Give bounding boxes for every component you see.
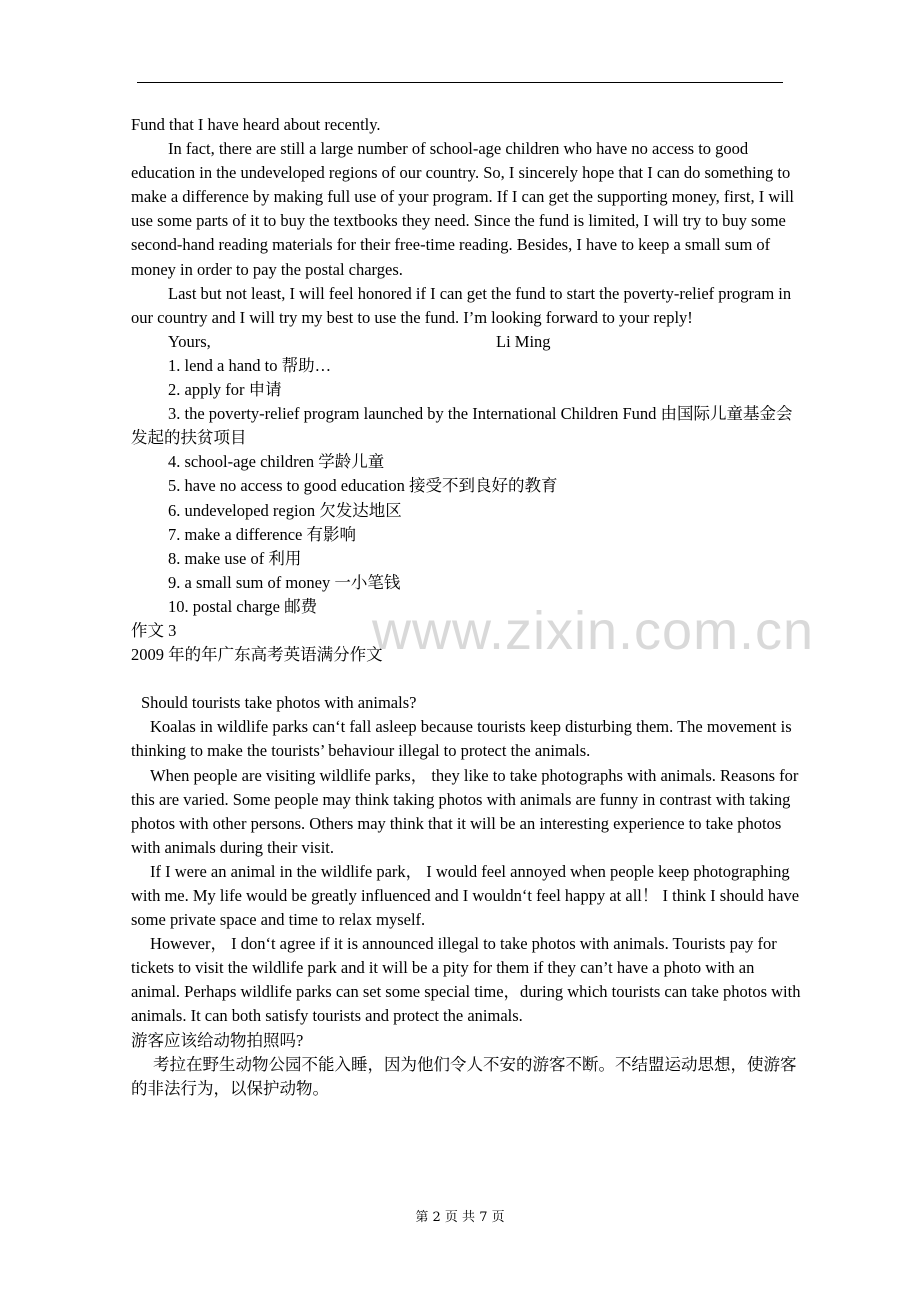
vocab-item: 8. make use of 利用 [168,548,302,568]
letter-continuation: Fund that I have heard about recently. [131,115,381,134]
page-footer: 第 2 页 共 7 页 [415,1210,505,1225]
essay-paragraph-4: However， I don‘t agree if it is announced illegal to take photos with animals. Tourists pay for tickets to visit the wildlife park and it will be a pity for them if they can’t have a photo with an animal. Perhaps wildlife parks can set some special time，during which tourists can take photos with animals. It can both satisfy tourists and protect the animals. [131,934,801,1026]
watermark: www.zixin.com.cn [372,601,815,661]
vocab-item: 7. make a difference 有影响 [168,524,356,544]
essay-paragraph-2: When people are visiting wildlife parks， they like to take photographs with animals. Reasons for this are varied. Some people may think taking photos with animals are funny in contrast with taking photos with other persons. Others may think that it will be an interesting experience to take photos with animals during their visit. [131,765,799,857]
vocab-item: 10. postal charge 邮费 [168,596,318,616]
letter-paragraph-2: Last but not least, I will feel honored if I can get the fund to start the poverty-relief program in our country and I will try my best to use the fund. I’m looking forward to your reply! [131,283,792,327]
vocab-item: 5. have no access to good education 接受不到良好的教育 [168,476,558,496]
vocab-item: 2. apply for 申请 [168,380,282,400]
vocab-item: 9. a small sum of money 一小笔钱 [168,572,401,592]
letter-paragraph-1: In fact, there are still a large number of school-age children who have no access to good education in the undeveloped regions of our country. So, I sincerely hope that I can do something to make a difference by making full use of your program. If I can get the supporting money, first, I will use some parts of it to buy the textbooks they need. Since the fund is limited, I will try to buy some second-hand reading materials for their free-time reading. Besides, I have to keep a small sum of money in order to pay the postal charges. [131,139,795,279]
essay-heading: 2009 年的年广东高考英语满分作文 [131,645,383,665]
blank-line [131,667,801,691]
letter-signature: Li Ming [496,331,551,351]
vocab-item: 4. school-age children 学龄儿童 [168,452,385,472]
vocab-item: 1. lend a hand to 帮助… [168,355,332,375]
essay-cn-title: 游客应该给动物拍照吗? [131,1030,304,1050]
document-body [131,113,801,1101]
letter-closing: Yours, [168,331,211,351]
vocab-item: 6. undeveloped region 欠发达地区 [168,500,402,520]
vocab-item: 3. the poverty-relief program launched by the International Children Fund 由国际儿童基金会发起的扶贫项目 [131,404,793,448]
letter-signoff [131,330,801,354]
essay-label: 作文 3 [131,620,177,640]
essay-paragraph-3: If I were an animal in the wildlife park， I would feel annoyed when people keep photographing with me. My life would be greatly influenced and I wouldn‘t feel happy at all！ I think I should have some private space and time to relax myself. [131,861,800,930]
essay-title: Should tourists take photos with animals? [141,693,417,713]
essay-cn-paragraph-1: 考拉在野生动物公园不能入睡，因为他们令人不安的游客不断。不结盟运动思想，使游客的非法行为，以保护动物。 [131,1054,797,1098]
header-rule [137,82,783,83]
essay-paragraph-1: Koalas in wildlife parks can‘t fall asleep because tourists keep disturbing them. The movement is thinking to make the tourists’ behaviour illegal to protect the animals. [131,717,792,761]
